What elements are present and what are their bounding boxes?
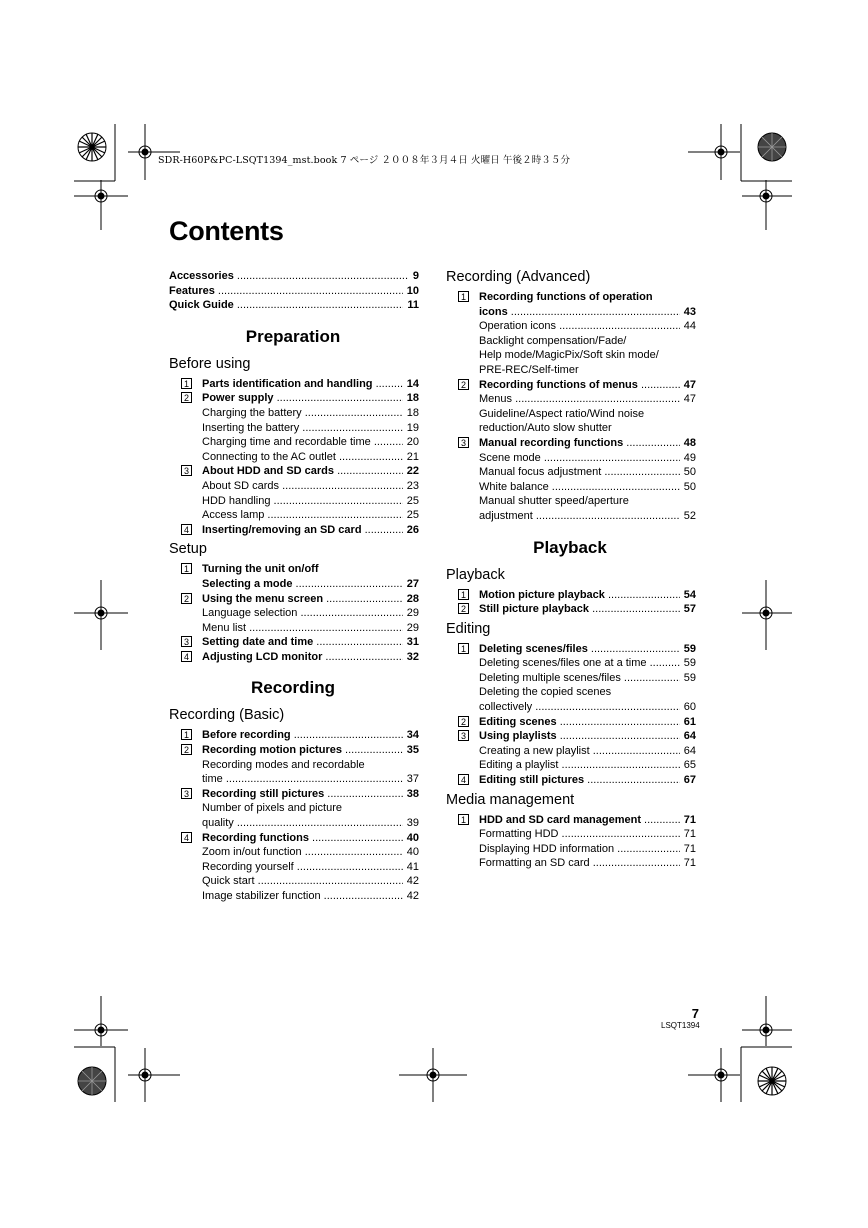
toc-right-column: [446, 265, 696, 871]
toc-entry-label: Recording still pictures .....: [202, 787, 403, 802]
chapter-number-box: 4: [181, 651, 192, 662]
toc-group-items: [479, 813, 696, 871]
toc-entry-features[interactable]: [169, 284, 419, 299]
chapter-number-box: 2: [181, 744, 192, 755]
toc-entry-label: Power supply .....: [202, 391, 403, 406]
toc-entry-label: Selecting a mode .....: [202, 577, 403, 592]
toc-topic-entry[interactable]: [479, 642, 696, 657]
toc-entry-label: Before recording .....: [202, 728, 403, 743]
toc-entry-label: time .....: [202, 772, 403, 787]
crosshair-bottom-right: [688, 1048, 740, 1102]
toc-group-items: [479, 602, 696, 617]
toc-subtopic-entry[interactable]: [202, 801, 419, 816]
toc-entry-label: Inserting the battery .....: [202, 421, 403, 436]
subsection-heading-playback: Playback: [446, 566, 505, 583]
toc-topic-entry[interactable]: [202, 523, 419, 538]
toc-entry-page: 34: [406, 729, 419, 742]
toc-entry-label: Deleting scenes/files one at a time .....: [479, 656, 680, 671]
star-target-top-left: [78, 133, 106, 161]
crosshair-bottom-right-2: [742, 996, 792, 1046]
toc-entry-label: White balance .....: [479, 480, 680, 495]
subsection-heading-recording-advanced: Recording (Advanced): [446, 269, 591, 285]
chapter-number-box: 2: [458, 603, 469, 614]
toc-entry-page: 47: [683, 393, 696, 406]
toc-entry-label: Creating a new playlist .....: [479, 744, 680, 759]
toc-subtopic-entry[interactable]: [202, 860, 419, 875]
toc-subtopic-entry[interactable]: [479, 656, 696, 671]
toc-subtopic-entry[interactable]: [479, 319, 696, 334]
toc-entry-page: 47: [683, 378, 696, 391]
toc-entry-page: 19: [406, 421, 419, 434]
toc-entry-page: 54: [683, 588, 696, 601]
toc-entry-page: 31: [406, 636, 419, 649]
chapter-number-box: 2: [458, 716, 469, 727]
toc-entry-page: 50: [683, 466, 696, 479]
toc-topic-entry[interactable]: [202, 562, 419, 577]
toc-entry-page: 18: [406, 392, 419, 405]
toc-topic-entry[interactable]: [479, 729, 696, 744]
toc-entry-label: Displaying HDD information .....: [479, 842, 680, 857]
toc-subtopic-entry[interactable]: [479, 348, 696, 363]
toc-entry-page: 64: [683, 744, 696, 757]
toc-group-items: [202, 391, 419, 464]
toc-entry-label: Recording motion pictures .....: [202, 743, 403, 758]
toc-entry-page: 42: [406, 875, 419, 888]
toc-subtopic-entry[interactable]: [479, 744, 696, 759]
toc-entry-page: 28: [406, 592, 419, 605]
toc-group-items: [479, 588, 696, 603]
toc-entry-label: Formatting HDD .....: [479, 827, 680, 842]
toc-subtopic-entry[interactable]: [479, 334, 696, 349]
toc-subtopic-entry[interactable]: [479, 421, 696, 436]
toc-entry-label: Deleting multiple scenes/files .....: [479, 671, 680, 686]
subsection-heading-setup: Setup: [169, 541, 207, 558]
toc-entry-page: 48: [683, 436, 696, 449]
chapter-number-box: 2: [181, 392, 192, 403]
chapter-number-box: 4: [458, 774, 469, 785]
toc-entry-page: 65: [683, 759, 696, 772]
toc-topic-entry[interactable]: [202, 391, 419, 406]
toc-subtopic-entry[interactable]: [479, 392, 696, 407]
chapter-number-box: 4: [181, 524, 192, 535]
toc-entry-page: 41: [406, 860, 419, 873]
toc-group: [446, 378, 696, 436]
toc-entry-page: 39: [406, 817, 419, 830]
section-heading-recording: Recording: [250, 678, 336, 698]
toc-entry-page: 49: [683, 451, 696, 464]
toc-subtopic-entry[interactable]: [202, 479, 419, 494]
toc-entry-page: 22: [406, 465, 419, 478]
toc-entry-label: Manual recording functions .....: [479, 436, 680, 451]
toc-group: [446, 588, 696, 603]
page-code: LSQT1394: [661, 1021, 700, 1030]
toc-entry-page: 71: [683, 842, 696, 855]
toc-entry-label: Recording yourself .....: [202, 860, 403, 875]
chapter-number-box: 2: [458, 379, 469, 390]
top-entries: [169, 269, 419, 313]
toc-topic-entry[interactable]: [202, 728, 419, 743]
toc-entry-label: Image stabilizer function .....: [202, 889, 403, 904]
toc-topic-entry[interactable]: [479, 773, 696, 788]
toc-entry-label: Turning the unit on/off: [202, 563, 319, 576]
toc-entry-page: 40: [406, 831, 419, 844]
toc-entry-label: Recording functions of menus .....: [479, 378, 680, 393]
chapter-number-box: 2: [181, 593, 192, 604]
toc-entry-label: Language selection .....: [202, 606, 403, 621]
crosshair-bottom-left-2: [128, 1048, 180, 1102]
toc-subtopic-entry[interactable]: [479, 494, 696, 509]
toc-entry-page: 21: [406, 450, 419, 463]
toc-group-items: [479, 378, 696, 436]
toc-entry-label: Deleting the copied scenes: [479, 686, 612, 699]
toc-entry-label: Deleting scenes/files .....: [479, 642, 680, 657]
toc-entry-page: 37: [406, 773, 419, 786]
toc-subtopic-entry[interactable]: [202, 772, 419, 787]
toc-group: [446, 773, 696, 788]
toc-topic-entry[interactable]: [202, 831, 419, 846]
toc-entry-page: 9: [412, 270, 419, 282]
toc-group-items: [202, 728, 419, 743]
toc-topic-entry[interactable]: [202, 377, 419, 392]
toc-subtopic-entry[interactable]: [479, 827, 696, 842]
toc-subtopic-entry[interactable]: [202, 494, 419, 509]
toc-topic-entry[interactable]: [202, 635, 419, 650]
toc-subtopic-entry[interactable]: [202, 845, 419, 860]
toc-entry-page: 25: [406, 494, 419, 507]
toc-entry-page: 20: [406, 436, 419, 449]
toc-entry-label: HDD and SD card management .....: [479, 813, 680, 828]
toc-entry-page: 67: [683, 774, 696, 787]
toc-group: [446, 729, 696, 773]
toc-entry-label: Scene mode .....: [479, 451, 680, 466]
toc-entry-page: 29: [406, 621, 419, 634]
section-heading-playback: Playback: [533, 537, 607, 557]
toc-group: [169, 728, 419, 743]
toc-topic-entry[interactable]: [479, 378, 696, 393]
toc-entry-page: 59: [683, 642, 696, 655]
toc-entry-label: icons .....: [479, 305, 680, 320]
toc-topic-entry[interactable]: [479, 602, 696, 617]
toc-entry-label: Quick Guide .....: [169, 298, 403, 313]
subsection-heading-media-management: Media management: [446, 791, 575, 808]
toc-entry-label: Access lamp .....: [202, 508, 403, 523]
toc-entry-page: 23: [406, 479, 419, 492]
toc-entry-label: Recording modes and recordable: [202, 758, 365, 771]
toc-entry-label: Backlight compensation/Fade/: [479, 334, 627, 347]
toc-entry-page: 60: [683, 701, 696, 714]
toc-entry-label: Using the menu screen .....: [202, 592, 403, 607]
subsection-heading-before-using: Before using: [169, 355, 251, 372]
toc-subtopic-entry[interactable]: [202, 421, 419, 436]
toc-entry-label: Menu list .....: [202, 621, 403, 636]
toc-entry-label: Manual focus adjustment .....: [479, 465, 680, 480]
toc-group: [169, 635, 419, 650]
chapter-number-box: 3: [458, 437, 469, 448]
toc-entry-label: reduction/Auto slow shutter: [479, 422, 612, 435]
toc-entry-page: 11: [407, 299, 419, 312]
toc-entry-label: Inserting/removing an SD card .....: [202, 523, 403, 538]
chapter-number-box: 3: [181, 465, 192, 476]
toc-group: [169, 562, 419, 591]
section-heading-preparation: Preparation: [245, 326, 341, 346]
toc-subtopic-entry[interactable]: [202, 874, 419, 889]
toc-group-items: [479, 715, 696, 730]
toc-entry-label: Adjusting LCD monitor .....: [202, 650, 403, 665]
chapter-number-box: 1: [181, 563, 192, 574]
toc-group: [169, 831, 419, 904]
toc-entry-label: Connecting to the AC outlet .....: [202, 450, 403, 465]
toc-subtopic-entry[interactable]: [202, 889, 419, 904]
toc-entry-accessories[interactable]: [169, 269, 419, 284]
toc-group: [169, 464, 419, 522]
page-number: 7: [691, 1006, 699, 1021]
toc-subtopic-entry[interactable]: [202, 621, 419, 636]
toc-entry-page: 59: [683, 657, 696, 670]
toc-entry-label: Manual shutter speed/aperture: [479, 495, 629, 508]
toc-group: [446, 813, 696, 871]
toc-group-items: [202, 743, 419, 787]
toc-entry-page: 57: [683, 603, 696, 616]
toc-group-items: [202, 650, 419, 665]
toc-group: [446, 642, 696, 715]
toc-entry-label: Motion picture playback .....: [479, 588, 680, 603]
crosshair-bottom-center: [399, 1048, 467, 1102]
page-title: Contents: [169, 216, 284, 246]
toc-group-items: [479, 642, 696, 715]
toc-topic-entry[interactable]: [479, 715, 696, 730]
toc-group: [169, 650, 419, 665]
crosshair-top-left-2: [74, 180, 128, 230]
toc-entry-page: 29: [406, 607, 419, 620]
toc-topic-entry[interactable]: [479, 290, 696, 305]
toc-entry-page: 10: [406, 284, 419, 297]
toc-entry-label: Editing scenes .....: [479, 715, 680, 730]
toc-entry-label: Zoom in/out function .....: [202, 845, 403, 860]
chapter-number-box: 4: [181, 832, 192, 843]
toc-group-items: [202, 831, 419, 904]
subsection-heading-editing: Editing: [446, 620, 491, 637]
toc-subtopic-entry[interactable]: [202, 606, 419, 621]
toc-entry-label: HDD handling .....: [202, 494, 403, 509]
toc-topic-entry[interactable]: [202, 650, 419, 665]
toc-entry-page: 44: [683, 320, 696, 333]
toc-entry-label: Editing still pictures .....: [479, 773, 680, 788]
toc-entry-label: Quick start .....: [202, 874, 403, 889]
toc-group-items: [202, 787, 419, 831]
toc-group: [169, 377, 419, 392]
toc-subtopic-entry[interactable]: [202, 450, 419, 465]
toc-entry-page: 71: [683, 857, 696, 870]
toc-topic-entry[interactable]: [479, 588, 696, 603]
toc-entry-page: 26: [406, 523, 419, 536]
toc-entry-label: Setting date and time .....: [202, 635, 403, 650]
toc-entry-page: 50: [683, 480, 696, 493]
toc-group-items: [202, 464, 419, 522]
toc-entry-label: Accessories .....: [169, 269, 409, 284]
toc-entry-page: 43: [683, 305, 696, 318]
chapter-number-box: 1: [458, 291, 469, 302]
toc-group-items: [479, 436, 696, 524]
crosshair-mid-left: [74, 580, 128, 650]
toc-entry-label: quality .....: [202, 816, 403, 831]
toc-group: [446, 290, 696, 378]
toc-group: [169, 391, 419, 464]
toc-entry-page: 18: [406, 406, 419, 419]
toc-group-items: [479, 773, 696, 788]
chapter-number-box: 1: [181, 378, 192, 389]
crosshair-top-right-2: [742, 180, 792, 230]
toc-entry-page: 71: [683, 813, 696, 826]
toc-entry-page: 64: [683, 730, 696, 743]
toc-entry-label: PRE-REC/Self-timer: [479, 363, 579, 376]
toc-entry-label: Formatting an SD card .....: [479, 856, 680, 871]
toc-entry-page: 40: [406, 846, 419, 859]
toc-subtopic-entry[interactable]: [479, 671, 696, 686]
toc-topic-entry[interactable]: [202, 577, 419, 592]
crosshair-top-right: [688, 124, 740, 180]
toc-entry-page: 42: [406, 890, 419, 902]
crosshair-top-left: [128, 124, 180, 180]
toc-entry-page: 25: [406, 509, 419, 522]
toc-entry-label: Help mode/MagicPix/Soft skin mode/: [479, 349, 659, 362]
toc-subtopic-entry[interactable]: [479, 407, 696, 422]
toc-subtopic-entry[interactable]: [479, 856, 696, 871]
toc-entry-label: Guideline/Aspect ratio/Wind noise: [479, 407, 645, 420]
toc-entry-page: 61: [683, 715, 696, 728]
chapter-number-box: 1: [458, 814, 469, 825]
toc-entry-label: Features .....: [169, 284, 403, 299]
chapter-number-box: 3: [181, 788, 192, 799]
toc-topic-entry[interactable]: [479, 305, 696, 320]
chapter-number-box: 1: [458, 643, 469, 654]
toc-group-items: [479, 290, 696, 378]
toc-entry-label: Recording functions of operation: [479, 291, 653, 303]
toc-subtopic-entry[interactable]: [202, 816, 419, 831]
crosshair-mid-right: [742, 580, 792, 650]
toc-topic-entry[interactable]: [202, 592, 419, 607]
toc-subtopic-entry[interactable]: [479, 363, 696, 378]
chapter-number-box: 3: [181, 636, 192, 647]
toc-group: [169, 523, 419, 538]
toc-topic-entry[interactable]: [479, 436, 696, 451]
toc-subtopic-entry[interactable]: [202, 508, 419, 523]
toc-entry-page: 59: [683, 671, 696, 684]
toc-entry-label: Using playlists .....: [479, 729, 680, 744]
toc-entry-quick-guide[interactable]: [169, 298, 419, 313]
toc-group: [169, 743, 419, 787]
toc-group-items: [202, 562, 419, 591]
toc-left-column: [169, 269, 419, 904]
toc-subtopic-entry[interactable]: [202, 435, 419, 450]
toc-subtopic-entry[interactable]: [479, 700, 696, 715]
toc-entry-page: 71: [683, 828, 696, 841]
crosshair-bottom-left: [74, 996, 128, 1046]
toc-group-items: [202, 377, 419, 392]
toc-entry-page: 14: [406, 377, 419, 390]
toc-subtopic-entry[interactable]: [479, 480, 696, 495]
toc-group: [169, 592, 419, 636]
toc-entry-label: Charging the battery .....: [202, 406, 403, 421]
toc-subtopic-entry[interactable]: [479, 509, 696, 524]
left-sections: [169, 327, 419, 904]
toc-entry-label: Parts identification and handling .....: [202, 377, 403, 392]
toc-entry-label: About SD cards .....: [202, 479, 403, 494]
toc-subtopic-entry[interactable]: [479, 758, 696, 773]
toc-entry-page: 52: [683, 509, 696, 522]
toc-entry-page: 38: [406, 787, 419, 800]
toc-entry-label: About HDD and SD cards .....: [202, 464, 403, 479]
toc-subtopic-entry[interactable]: [479, 451, 696, 466]
toc-group-items: [202, 635, 419, 650]
toc-entry-page: 35: [406, 744, 419, 757]
toc-entry-page: 27: [406, 577, 419, 590]
toc-entry-label: adjustment .....: [479, 509, 680, 524]
star-target-top-right: [758, 133, 786, 161]
toc-subtopic-entry[interactable]: [479, 465, 696, 480]
toc-topic-entry[interactable]: [202, 464, 419, 479]
toc-entry-label: Menus .....: [479, 392, 680, 407]
toc-entry-label: Recording functions .....: [202, 831, 403, 846]
toc-entry-label: Number of pixels and picture: [202, 802, 343, 815]
toc-group-items: [479, 729, 696, 773]
toc-group-items: [202, 592, 419, 636]
star-target-bottom-left: [78, 1067, 106, 1095]
toc-entry-label: Charging time and recordable time .....: [202, 435, 403, 450]
toc-entry-label: Editing a playlist .....: [479, 758, 680, 773]
toc-entry-label: collectively .....: [479, 700, 680, 715]
print-info-line: SDR-H60P&PC-LSQT1394_mst.book 7 ページ ２００８年３月４日 火曜日 午後２時３５分: [158, 155, 571, 166]
toc-group: [169, 787, 419, 831]
toc-subtopic-entry[interactable]: [202, 406, 419, 421]
toc-topic-entry[interactable]: [202, 743, 419, 758]
toc-group: [446, 436, 696, 524]
subsection-heading-recording-basic: Recording (Basic): [169, 707, 285, 724]
chapter-number-box: 1: [181, 729, 192, 740]
toc-group: [446, 602, 696, 617]
toc-subtopic-entry[interactable]: [202, 758, 419, 773]
star-target-bottom-right: [758, 1067, 786, 1095]
chapter-number-box: 1: [458, 589, 469, 600]
toc-subtopic-entry[interactable]: [479, 685, 696, 700]
toc-subtopic-entry[interactable]: [479, 842, 696, 857]
toc-group-items: [202, 523, 419, 538]
toc-entry-page: 32: [406, 650, 419, 663]
toc-topic-entry[interactable]: [479, 813, 696, 828]
toc-entry-label: Still picture playback .....: [479, 602, 680, 617]
toc-entry-label: Operation icons .....: [479, 319, 680, 334]
chapter-number-box: 3: [458, 730, 469, 741]
toc-topic-entry[interactable]: [202, 787, 419, 802]
toc-group: [446, 715, 696, 730]
